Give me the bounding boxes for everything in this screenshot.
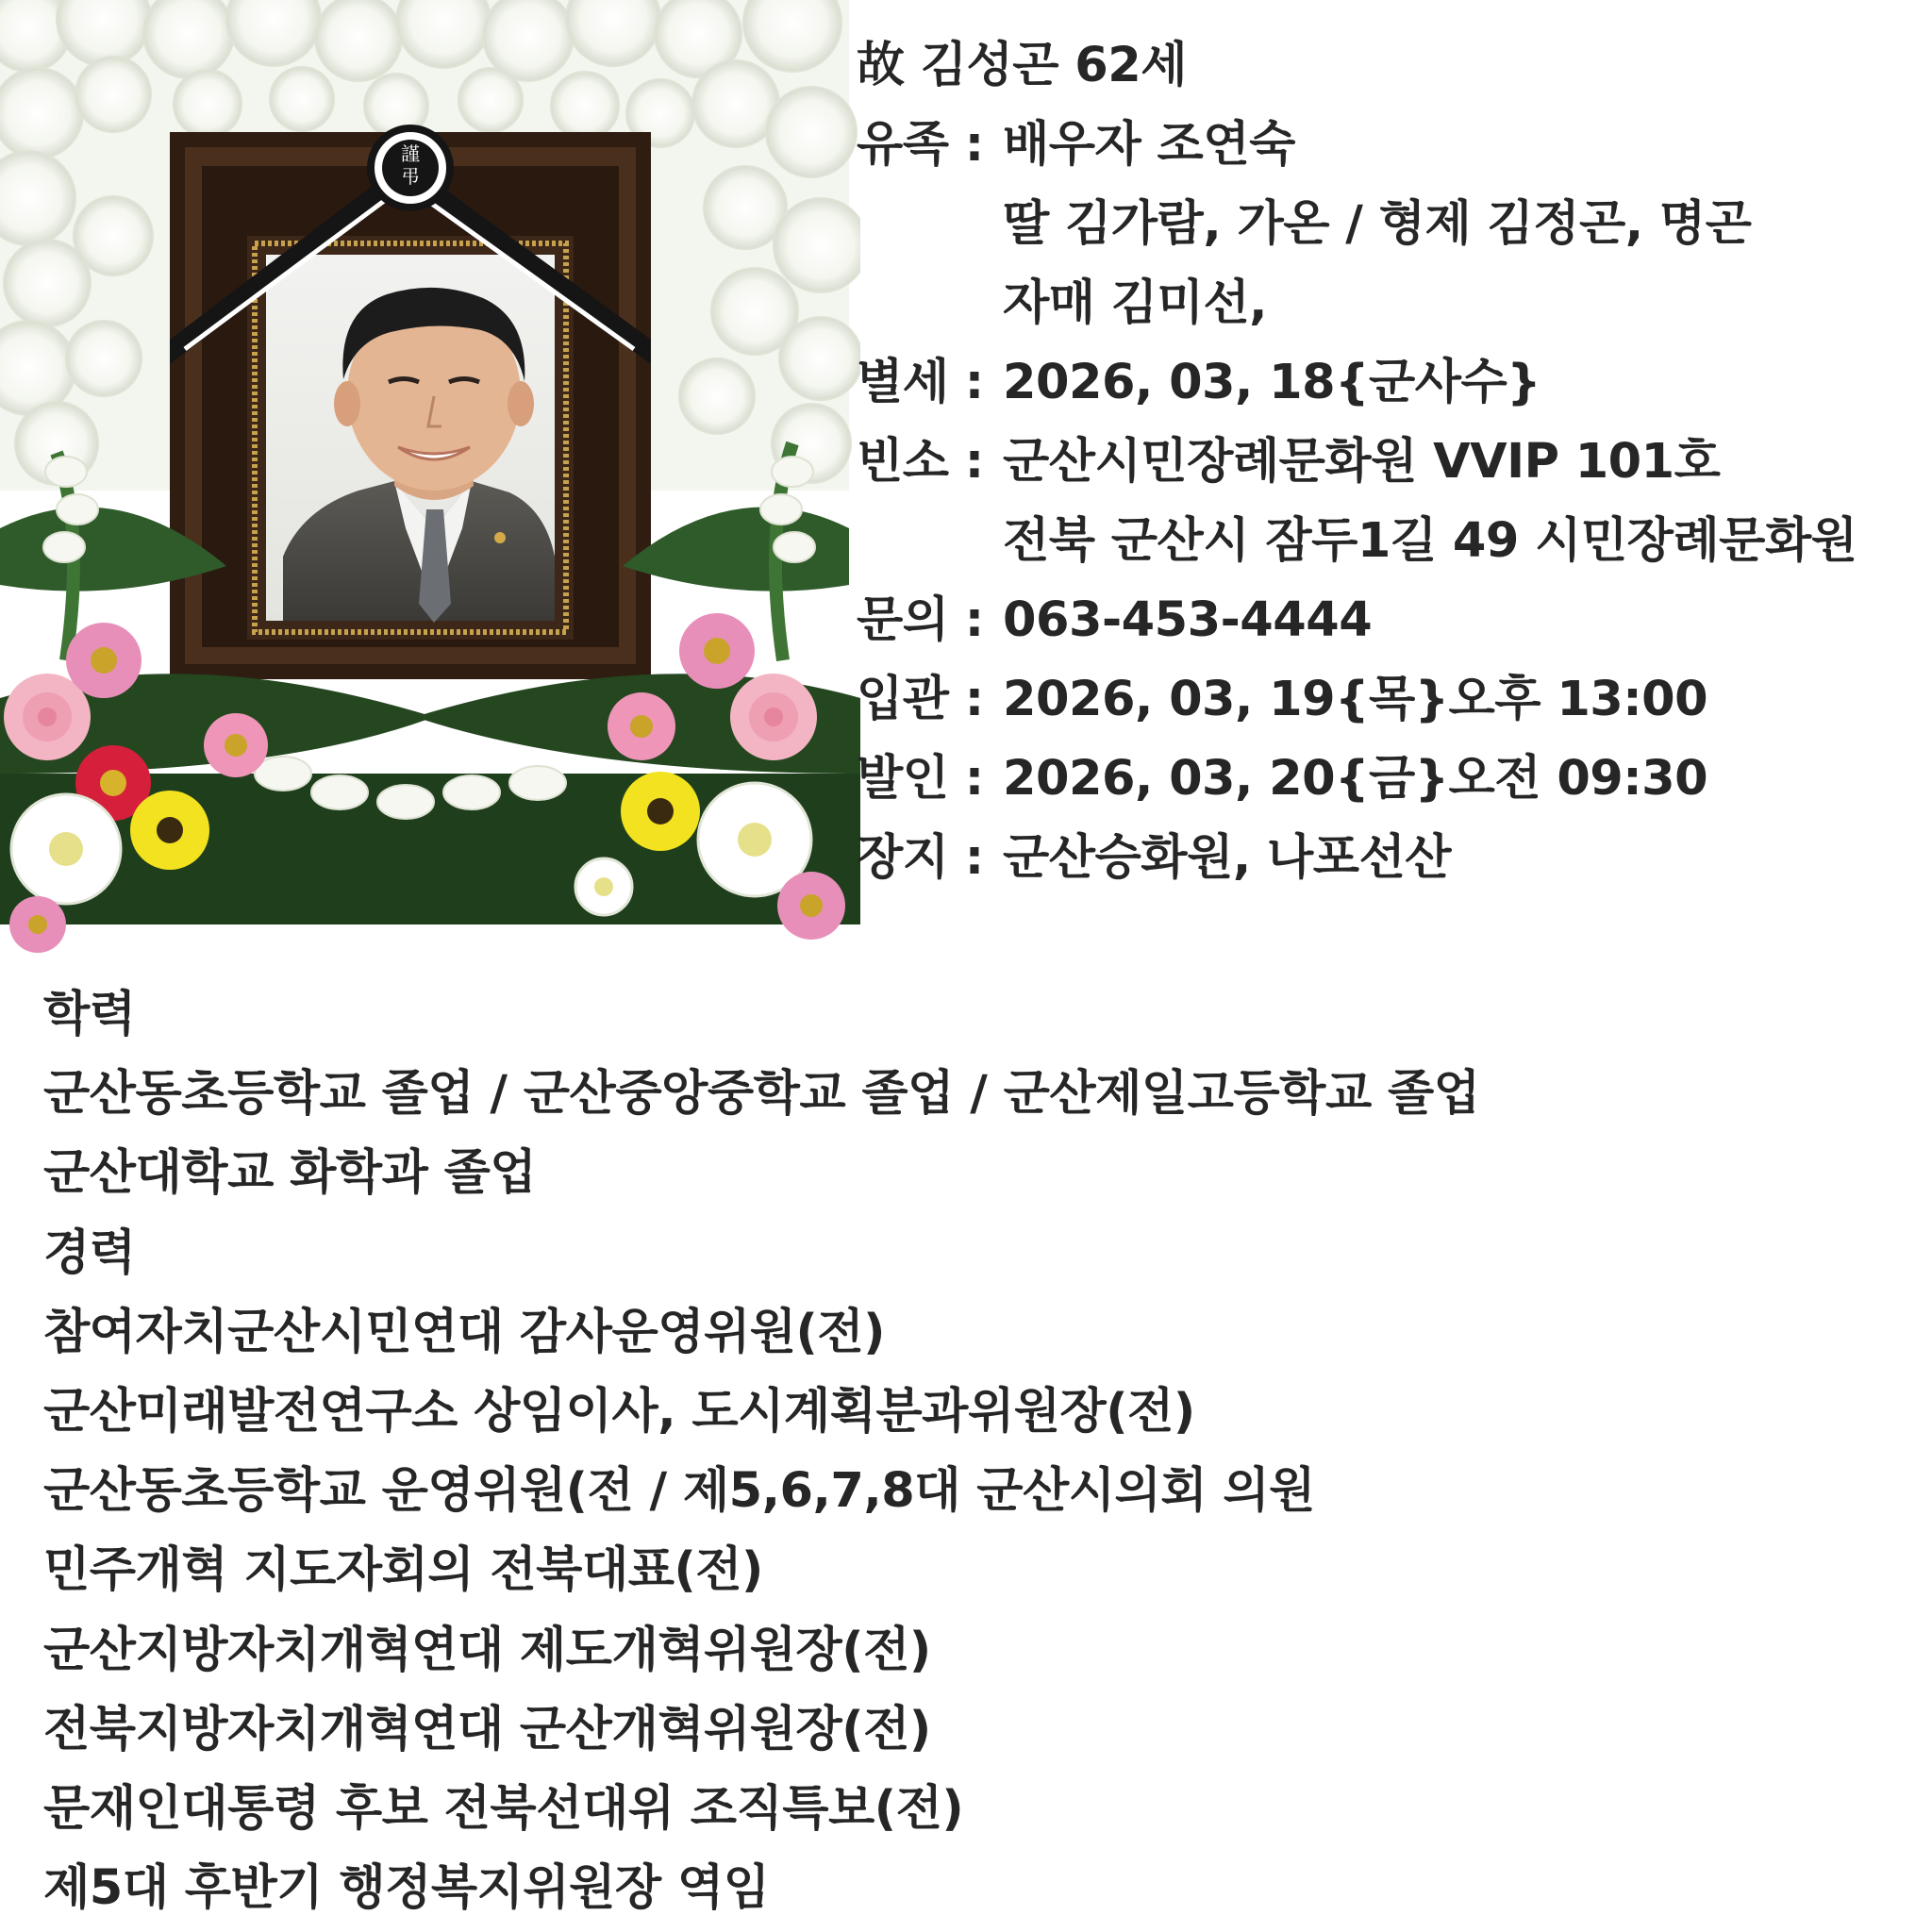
departure-row (857, 740, 1932, 819)
death-row (857, 343, 1932, 423)
contact-phone: 063-453-4444 (1003, 592, 1373, 648)
career-item: 참여자치군산시민연대 감사운영위원(전) (43, 1304, 885, 1360)
departure-label: 발인 : (857, 751, 984, 807)
ribbon-text-top: 謹 (401, 142, 420, 165)
family-line-1: 배우자 조연숙 (1003, 117, 1295, 173)
career-heading: 경력 (43, 1224, 136, 1281)
encoffin-row (857, 660, 1932, 740)
burial-place: 군산승화원, 나포선산 (1003, 830, 1452, 886)
memorial-portrait-altar (0, 0, 860, 953)
family-label: 유족 : (857, 117, 984, 173)
mortuary-label: 빈소 : (857, 434, 984, 490)
education-heading: 학력 (43, 987, 136, 1042)
deceased-title: 故 김성곤 62세 (857, 38, 1188, 93)
family-row-3 (857, 264, 1932, 343)
education-item: 군산동초등학교 졸업 / 군산중앙중학교 졸업 / 군산제일고등학교 졸업 (43, 1066, 1480, 1123)
education-item: 군산대학교 화학과 졸업 (43, 1145, 537, 1202)
deceased-portrait-photo (266, 255, 555, 623)
family-row-2 (857, 185, 1932, 264)
ribbon-text-bottom: 弔 (401, 165, 420, 188)
biography (43, 975, 1892, 1928)
funeral-notice (857, 26, 1932, 898)
career-item: 군산미래발전연구소 상임이사, 도시계획분과위원장(전) (43, 1383, 1195, 1440)
departure-datetime: 2026, 03, 20{금}오전 09:30 (1003, 751, 1708, 807)
career-item: 민주개혁 지도자회의 전북대표(전) (43, 1542, 763, 1599)
death-label: 별세 : (857, 355, 984, 410)
flower-altar-illustration (0, 0, 860, 953)
mortuary-row (857, 423, 1932, 502)
family-row (857, 106, 1932, 185)
career-item: 군산동초등학교 운영위원(전 / 제5,6,7,8대 군산시의회 의원 (43, 1463, 1315, 1520)
encoffin-label: 입관 : (857, 672, 984, 727)
career-item: 전북지방자치개혁연대 군산개혁위원장(전) (43, 1701, 931, 1757)
contact-label: 문의 : (857, 592, 984, 648)
career-item: 제5대 후반기 행정복지위원장 역임 (43, 1860, 770, 1917)
family-line-2: 딸 김가람, 가온 / 형제 김정곤, 명곤 (1003, 196, 1752, 252)
career-item: 군산지방자치개혁연대 제도개혁위원장(전) (43, 1622, 931, 1678)
contact-row (857, 581, 1932, 660)
mortuary-row-2 (857, 502, 1932, 581)
encoffin-datetime: 2026, 03, 19{목}오후 13:00 (1003, 672, 1708, 727)
burial-row (857, 819, 1932, 898)
mortuary-address: 전북 군산시 잠두1길 49 시민장례문화원 (1003, 513, 1857, 569)
career-item: 문재인대통령 후보 전북선대위 조직특보(전) (43, 1780, 964, 1837)
burial-label: 장지 : (857, 830, 984, 886)
mortuary-name: 군산시민장례문화원 VVIP 101호 (1003, 434, 1721, 490)
family-line-3: 자매 김미선, (1003, 275, 1267, 331)
death-date: 2026, 03, 18{군사수} (1003, 355, 1541, 410)
